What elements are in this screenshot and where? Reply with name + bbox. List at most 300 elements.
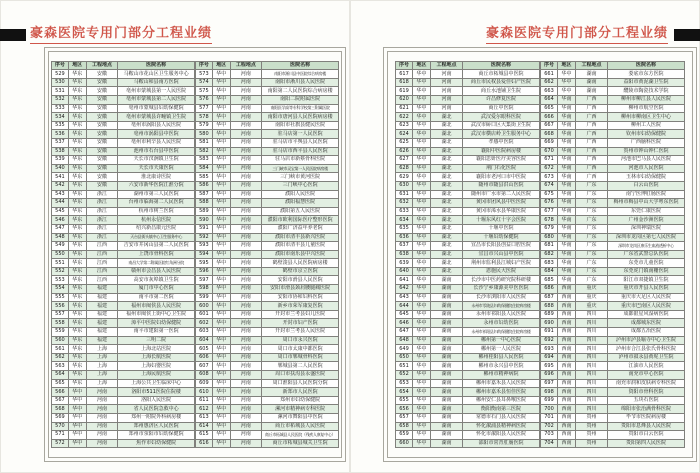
row-hospital-name: 孝感中医院 xyxy=(463,138,540,147)
row-seq: 623 xyxy=(396,121,413,130)
row-hospital-name: 亳州市蒙城县妇幼保健院 xyxy=(118,104,195,113)
table-row xyxy=(196,250,339,259)
row-location: 湖北 xyxy=(431,164,463,173)
table-row xyxy=(541,413,685,422)
row-hospital-name: 深圳市龙岗区第七人民医院 xyxy=(608,233,685,242)
table-row xyxy=(52,173,195,182)
row-location: 广西 xyxy=(576,173,608,182)
row-seq: 669 xyxy=(541,138,558,147)
row-location: 河南 xyxy=(230,439,262,448)
row-region: 西南 xyxy=(558,396,576,405)
row-region: 西南 xyxy=(558,345,576,354)
row-location: 四川 xyxy=(576,319,608,328)
row-hospital-name: 濮阳市欧利国际医疗整形医院 xyxy=(262,216,339,225)
table-row xyxy=(541,181,685,190)
table-row xyxy=(541,130,685,139)
row-hospital-name: 成都银星风湿病医院 xyxy=(608,310,685,319)
table-header-row xyxy=(196,61,339,70)
row-location: 广东 xyxy=(576,242,608,251)
row-hospital-name: 上海长航医院 xyxy=(118,353,195,362)
table-row xyxy=(396,396,540,405)
row-location: 湖南 xyxy=(431,319,463,328)
row-hospital-name: 濮阳福慧医院 xyxy=(262,199,339,208)
row-seq: 691 xyxy=(541,328,558,337)
row-seq: 662 xyxy=(541,78,558,87)
table-row xyxy=(52,250,195,259)
row-seq: 652 xyxy=(396,371,413,380)
row-seq: 703 xyxy=(541,431,558,440)
row-region: 西南 xyxy=(558,388,576,397)
row-seq: 571 xyxy=(52,431,69,440)
row-location: 江西 xyxy=(86,242,118,251)
row-hospital-name: 高安市灰埠镇卫生院 xyxy=(118,276,195,285)
row-seq: 659 xyxy=(396,431,413,440)
row-location: 湖南 xyxy=(576,87,608,96)
row-location: 四川 xyxy=(576,371,608,380)
table-row xyxy=(396,302,540,311)
row-hospital-name: 商丘市柘城县城关卫生院 xyxy=(262,439,339,448)
row-location: 广东 xyxy=(576,250,608,259)
table-row xyxy=(196,293,339,302)
row-hospital-name: 重庆市开县人民医院 xyxy=(608,285,685,294)
row-location: 四川 xyxy=(576,396,608,405)
table-row xyxy=(541,96,685,105)
table-row xyxy=(541,405,685,414)
row-hospital-name: 永州市祁阳县人民医院 xyxy=(463,310,540,319)
row-hospital-name: 亳州市蒙城县第一人民医院 xyxy=(118,87,195,96)
table-row xyxy=(52,353,195,362)
row-location: 广西 xyxy=(576,138,608,147)
row-seq: 644 xyxy=(396,302,413,311)
row-location: 河南 xyxy=(230,199,262,208)
row-location: 四川 xyxy=(576,336,608,345)
row-seq: 643 xyxy=(396,293,413,302)
row-location: 四川 xyxy=(576,379,608,388)
table-row xyxy=(541,156,685,165)
row-region: 华南 xyxy=(558,267,576,276)
table-row xyxy=(396,362,540,371)
row-seq: 620 xyxy=(396,96,413,105)
table-row xyxy=(396,96,540,105)
table-row xyxy=(52,371,195,380)
row-hospital-name: 郴州市精神病院 xyxy=(463,371,540,380)
row-seq: 696 xyxy=(541,371,558,380)
table-row xyxy=(396,285,540,294)
row-seq: 681 xyxy=(541,242,558,251)
row-seq: 546 xyxy=(52,216,69,225)
row-region: 华中 xyxy=(413,353,431,362)
row-hospital-name: 南平市第二医院 xyxy=(118,293,195,302)
row-region: 华东 xyxy=(68,302,86,311)
row-hospital-name: 长沙市浏阳市人民医院 xyxy=(463,293,540,302)
row-region: 华南 xyxy=(558,181,576,190)
table-row xyxy=(196,259,339,268)
row-region: 华中 xyxy=(68,422,86,431)
table-row xyxy=(396,439,540,448)
row-hospital-name: 新郑市人民医院 xyxy=(262,388,339,397)
table-row xyxy=(541,328,685,337)
row-location: 安徽 xyxy=(86,87,118,96)
row-seq: 580 xyxy=(196,130,213,139)
row-location: 河南 xyxy=(230,164,262,173)
table-row xyxy=(541,190,685,199)
table-row xyxy=(541,422,685,431)
row-location: 重庆 xyxy=(576,293,608,302)
table-row xyxy=(541,285,685,294)
row-region: 华中 xyxy=(413,190,431,199)
row-location: 河南 xyxy=(230,319,262,328)
row-seq: 613 xyxy=(196,413,213,422)
table-row xyxy=(396,199,540,208)
row-region: 华东 xyxy=(68,78,86,87)
table-row xyxy=(541,310,685,319)
row-hospital-name: 马鞍山市花山区卫生服务中心 xyxy=(118,70,195,79)
row-seq: 568 xyxy=(52,405,69,414)
row-region: 华中 xyxy=(212,138,230,147)
row-region: 华中 xyxy=(413,328,431,337)
row-seq: 581 xyxy=(196,138,213,147)
row-location: 浙江 xyxy=(86,199,118,208)
row-region: 华中 xyxy=(558,70,576,79)
row-region: 华中 xyxy=(212,96,230,105)
row-location: 湖南 xyxy=(431,276,463,285)
row-location: 河南 xyxy=(230,405,262,414)
row-hospital-name: 南平市建阳第一医院 xyxy=(118,328,195,337)
table-row xyxy=(396,233,540,242)
row-seq: 532 xyxy=(52,96,69,105)
row-seq: 630 xyxy=(396,181,413,190)
row-hospital-name: 新乡市荣军康复医院 xyxy=(262,302,339,311)
row-location: 四川 xyxy=(576,362,608,371)
row-location: 广西 xyxy=(576,121,608,130)
row-region: 华中 xyxy=(68,405,86,414)
row-hospital-name: 郴州安仁县耳鼻喉医院 xyxy=(463,396,540,405)
row-location: 河南 xyxy=(431,87,463,96)
row-region: 华中 xyxy=(413,173,431,182)
hospital-table-group-2 xyxy=(195,61,339,449)
row-location: 河南 xyxy=(86,396,118,405)
row-seq: 697 xyxy=(541,379,558,388)
row-location: 福建 xyxy=(86,319,118,328)
row-region: 华中 xyxy=(413,78,431,87)
row-location: 河南 xyxy=(86,388,118,397)
column-header: 地区 xyxy=(558,61,576,70)
table-row xyxy=(196,319,339,328)
table-row xyxy=(396,138,540,147)
row-hospital-name: 贵阳第四人民医院 xyxy=(608,439,685,448)
row-seq: 588 xyxy=(196,199,213,208)
table-row xyxy=(396,70,540,79)
row-region: 华东 xyxy=(68,242,86,251)
row-seq: 657 xyxy=(396,413,413,422)
table-row xyxy=(396,207,540,216)
row-location: 湖北 xyxy=(431,121,463,130)
row-hospital-name: 许昌修复医院 xyxy=(463,96,540,105)
table-body xyxy=(541,70,685,448)
table-row xyxy=(52,285,195,294)
table-row xyxy=(396,104,540,113)
row-hospital-name: 广州金沙洲医院 xyxy=(608,216,685,225)
row-location: 湖南 xyxy=(576,78,608,87)
row-region: 华南 xyxy=(558,259,576,268)
row-region: 华中 xyxy=(68,388,86,397)
row-region: 华中 xyxy=(413,422,431,431)
row-location: 广东 xyxy=(576,207,608,216)
row-location: 河南 xyxy=(230,413,262,422)
table-row xyxy=(52,147,195,156)
row-hospital-name: 十堰妇幼保健院 xyxy=(463,233,540,242)
row-region: 华中 xyxy=(413,181,431,190)
table-row xyxy=(52,224,195,233)
row-region: 华中 xyxy=(413,250,431,259)
table-row xyxy=(396,336,540,345)
row-hospital-name: 成都城东医院 xyxy=(608,319,685,328)
row-hospital-name: 玉林市妇幼保健院 xyxy=(608,173,685,182)
row-region: 华南 xyxy=(558,207,576,216)
row-region: 华中 xyxy=(212,293,230,302)
row-region: 华中 xyxy=(413,164,431,173)
row-hospital-name: 南昌大学第二附属医院红角洲分院 xyxy=(118,259,195,268)
row-region: 华南 xyxy=(558,190,576,199)
table-row xyxy=(52,319,195,328)
row-location: 河南 xyxy=(230,396,262,405)
table-row xyxy=(52,379,195,388)
row-hospital-name: 周口市永兴医院 xyxy=(262,336,339,345)
row-location: 河南 xyxy=(230,362,262,371)
table-row xyxy=(396,259,540,268)
row-region: 华中 xyxy=(413,310,431,319)
row-region: 华南 xyxy=(558,233,576,242)
row-region: 华南 xyxy=(558,104,576,113)
row-location: 湖南 xyxy=(431,328,463,337)
table-row xyxy=(52,259,195,268)
row-hospital-name: 广西脑科医院 xyxy=(608,138,685,147)
row-location: 广东 xyxy=(576,224,608,233)
row-region: 西南 xyxy=(558,413,576,422)
row-region: 西南 xyxy=(558,405,576,414)
row-region: 华中 xyxy=(413,130,431,139)
row-hospital-name: 上海公共卫生临床中心 xyxy=(118,379,195,388)
table-row xyxy=(52,156,195,165)
table-row xyxy=(396,379,540,388)
row-hospital-name: 东莞虎门镇南栅医院 xyxy=(608,267,685,276)
row-hospital-name: 安阳市滑县人民医院 xyxy=(262,276,339,285)
row-region: 华中 xyxy=(413,396,431,405)
table-row xyxy=(196,156,339,165)
table-row xyxy=(396,78,540,87)
row-location: 浙江 xyxy=(86,233,118,242)
row-region: 华东 xyxy=(68,371,86,380)
row-location: 福建 xyxy=(86,336,118,345)
table-row xyxy=(196,96,339,105)
row-location: 河南 xyxy=(230,207,262,216)
table-row xyxy=(541,147,685,156)
table-row xyxy=(52,396,195,405)
row-seq: 615 xyxy=(196,431,213,440)
row-seq: 631 xyxy=(396,190,413,199)
row-hospital-name: 杭州市树兰医院 xyxy=(118,207,195,216)
row-seq: 633 xyxy=(396,207,413,216)
row-hospital-name: 河池市巴马县人民医院 xyxy=(608,156,685,165)
row-region: 华中 xyxy=(68,396,86,405)
row-seq: 566 xyxy=(52,388,69,397)
row-seq: 655 xyxy=(396,396,413,405)
row-region: 华中 xyxy=(212,371,230,380)
row-seq: 673 xyxy=(541,173,558,182)
row-seq: 668 xyxy=(541,130,558,139)
row-seq: 646 xyxy=(396,319,413,328)
row-region: 华东 xyxy=(68,199,86,208)
table-row xyxy=(196,267,339,276)
row-region: 华东 xyxy=(68,319,86,328)
row-location: 贵州 xyxy=(576,413,608,422)
table-row xyxy=(52,130,195,139)
table-row xyxy=(396,405,540,414)
row-seq: 680 xyxy=(541,233,558,242)
table-row xyxy=(396,293,540,302)
table-row xyxy=(396,130,540,139)
row-location: 湖南 xyxy=(431,396,463,405)
row-hospital-name: 贵阳市息烽县人民医院 xyxy=(608,422,685,431)
row-region: 华东 xyxy=(68,190,86,199)
row-seq: 589 xyxy=(196,207,213,216)
row-hospital-name: 南充市润和皮肤病专科医院 xyxy=(608,379,685,388)
row-location: 河南 xyxy=(230,310,262,319)
row-seq: 650 xyxy=(396,353,413,362)
row-hospital-name: 省人民医院急救中心 xyxy=(118,405,195,414)
row-seq: 593 xyxy=(196,242,213,251)
row-location: 广西 xyxy=(576,104,608,113)
row-region: 华东 xyxy=(68,156,86,165)
table-row xyxy=(196,439,339,448)
row-seq: 661 xyxy=(541,70,558,79)
table-row xyxy=(52,422,195,431)
row-location: 广西 xyxy=(576,96,608,105)
row-seq: 610 xyxy=(196,388,213,397)
row-region: 华东 xyxy=(68,147,86,156)
row-region: 西南 xyxy=(558,422,576,431)
hospital-table-group-4 xyxy=(540,61,685,449)
row-region: 华东 xyxy=(68,233,86,242)
table-row xyxy=(541,164,685,173)
row-region: 华东 xyxy=(68,113,86,122)
row-location: 广西 xyxy=(576,130,608,139)
row-region: 华中 xyxy=(212,164,230,173)
row-seq: 666 xyxy=(541,113,558,122)
row-seq: 603 xyxy=(196,328,213,337)
row-location: 安徽 xyxy=(86,138,118,147)
row-hospital-name: 台州市临海第二人民医院 xyxy=(118,199,195,208)
table-row xyxy=(396,388,540,397)
row-seq: 678 xyxy=(541,216,558,225)
table-row xyxy=(396,319,540,328)
table-body xyxy=(396,70,540,448)
table-row xyxy=(52,199,195,208)
table-row xyxy=(52,362,195,371)
row-seq: 577 xyxy=(196,104,213,113)
row-region: 华中 xyxy=(212,113,230,122)
row-region: 华中 xyxy=(413,379,431,388)
row-seq: 690 xyxy=(541,319,558,328)
row-hospital-name: 福州市闽侯上街中心卫生院 xyxy=(118,310,195,319)
row-location: 贵州 xyxy=(576,439,608,448)
row-region: 华中 xyxy=(413,216,431,225)
row-location: 上海 xyxy=(86,345,118,354)
row-seq: 606 xyxy=(196,353,213,362)
row-hospital-name: 漳平中医院妇幼保健院 xyxy=(118,319,195,328)
row-hospital-name: 南阳第二人民医院综合病房楼 xyxy=(262,87,339,96)
row-seq: 533 xyxy=(52,104,69,113)
row-hospital-name: 洛阳人民医院 xyxy=(118,396,195,405)
row-seq: 628 xyxy=(396,164,413,173)
row-location: 安徽 xyxy=(86,147,118,156)
row-region: 华东 xyxy=(68,345,86,354)
table-row xyxy=(196,285,339,294)
row-location: 河南 xyxy=(86,422,118,431)
table-row xyxy=(396,345,540,354)
row-seq: 605 xyxy=(196,345,213,354)
table-row xyxy=(52,413,195,422)
row-location: 安徽 xyxy=(86,104,118,113)
row-hospital-name: 亳州市涡阳县人民医院 xyxy=(118,121,195,130)
row-hospital-name: 郸城县第二人民医院 xyxy=(262,362,339,371)
column-header: 序号 xyxy=(396,61,413,70)
column-header: 序号 xyxy=(52,61,69,70)
row-region: 华中 xyxy=(413,431,431,440)
row-seq: 574 xyxy=(196,78,213,87)
row-hospital-name: 资阳市骨科医院 xyxy=(608,388,685,397)
row-hospital-name: 重庆市巴南区人民医院 xyxy=(608,302,685,311)
row-seq: 563 xyxy=(52,362,69,371)
row-seq: 701 xyxy=(541,413,558,422)
row-seq: 557 xyxy=(52,310,69,319)
table-row xyxy=(396,87,540,96)
row-region: 华中 xyxy=(413,207,431,216)
row-region: 华南 xyxy=(558,164,576,173)
row-location: 上海 xyxy=(86,353,118,362)
row-seq: 648 xyxy=(396,336,413,345)
row-region: 华中 xyxy=(413,138,431,147)
row-seq: 600 xyxy=(196,302,213,311)
row-region: 华东 xyxy=(68,173,86,182)
row-region: 华中 xyxy=(413,413,431,422)
row-seq: 599 xyxy=(196,293,213,302)
table-row xyxy=(396,431,540,440)
title-marker-square xyxy=(0,29,26,41)
row-hospital-name: 安阳市协和妇科医院 xyxy=(262,293,339,302)
row-seq: 560 xyxy=(52,336,69,345)
row-location: 湖南 xyxy=(431,336,463,345)
row-location: 安徽 xyxy=(86,96,118,105)
row-region: 华中 xyxy=(413,439,431,448)
row-hospital-name: 柳州市柳江县人民医院 xyxy=(608,96,685,105)
table-row xyxy=(196,371,339,380)
row-seq: 539 xyxy=(52,156,69,165)
row-hospital-name: 怀化溆浦县精神病医院 xyxy=(463,422,540,431)
table-row xyxy=(52,207,195,216)
row-hospital-name: 郴州第一人民医院 xyxy=(463,345,540,354)
row-location: 湖北 xyxy=(431,233,463,242)
row-hospital-name: 商丘市柘城县人民医院 xyxy=(262,422,339,431)
row-hospital-name: 恩施民大医院 xyxy=(463,267,540,276)
row-hospital-name: 襄阳思妍医疗美容医院 xyxy=(463,156,540,165)
row-seq: 617 xyxy=(396,70,413,79)
row-region: 西南 xyxy=(558,336,576,345)
row-location: 江西 xyxy=(86,259,118,268)
row-hospital-name: 商丘市民权县爱佳妇产医院 xyxy=(463,78,540,87)
hospital-table-group-1 xyxy=(51,61,195,449)
row-region: 华中 xyxy=(413,242,431,251)
